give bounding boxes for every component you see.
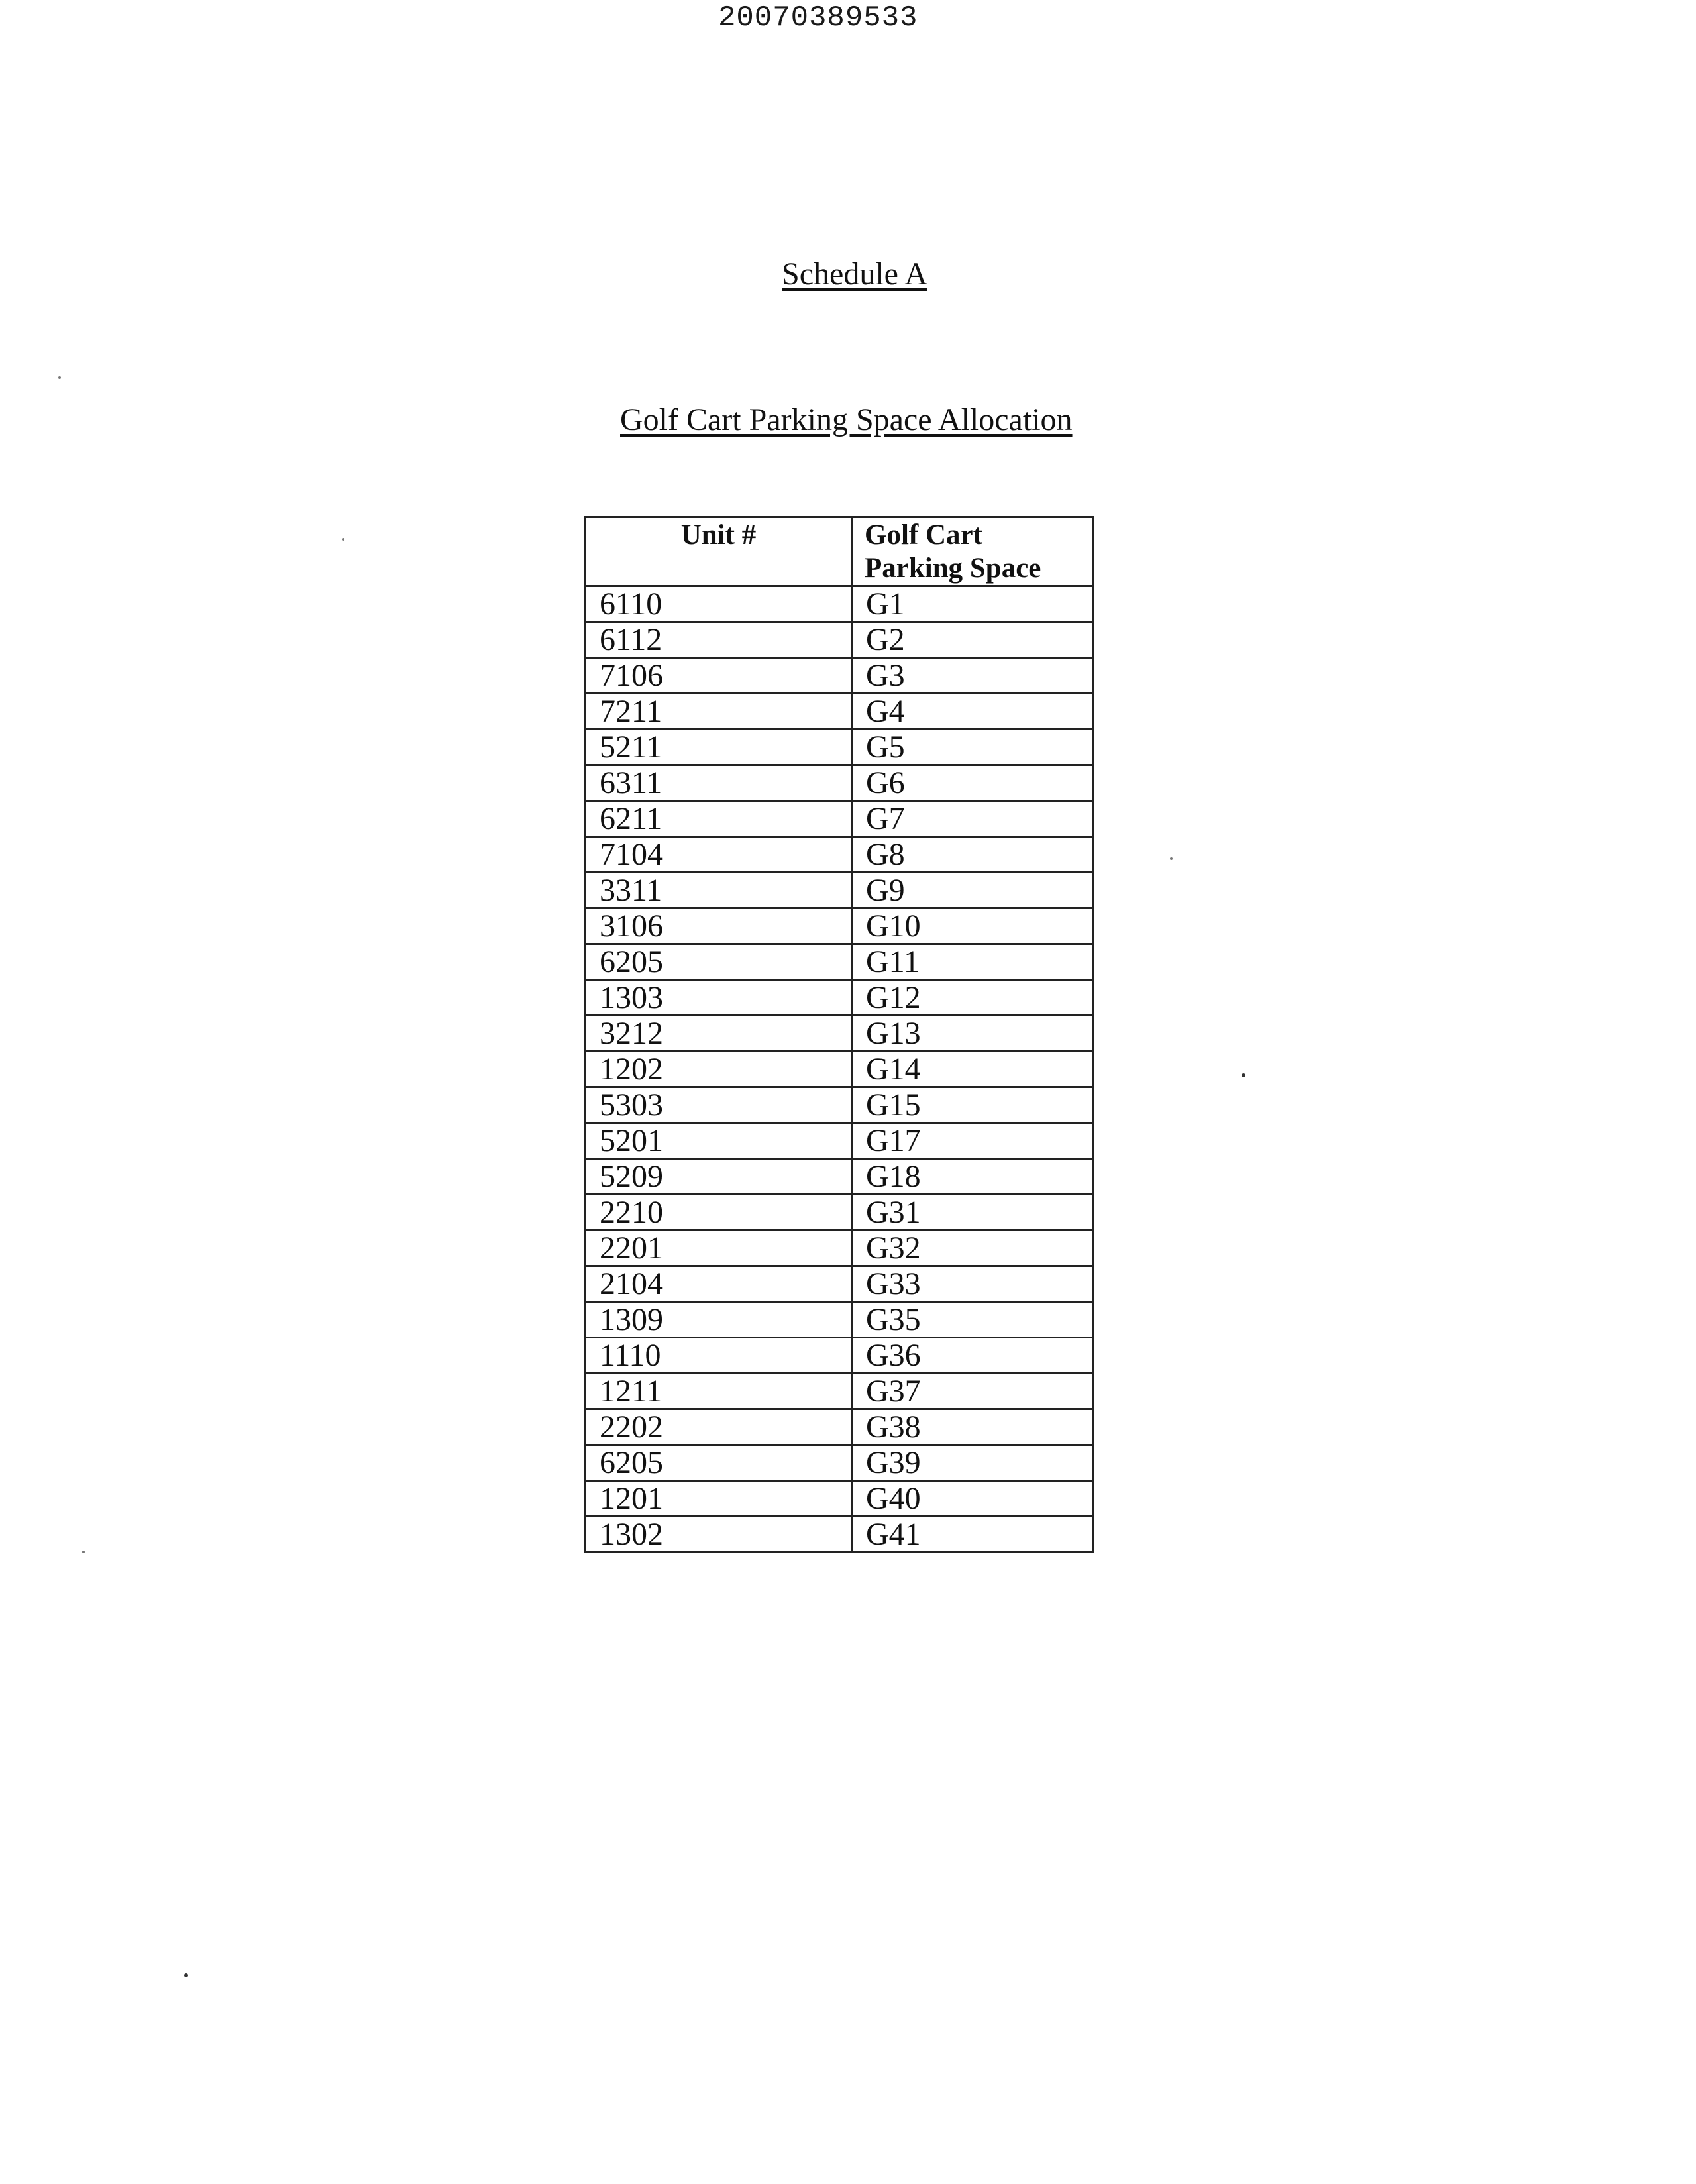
table-title: Golf Cart Parking Space Allocation: [620, 402, 1073, 437]
parking-allocation-table: [584, 516, 1094, 1553]
table-row: [586, 1123, 1093, 1159]
table-row: [586, 765, 1093, 801]
table-row: [586, 658, 1093, 694]
unit-number-cell: 7106: [586, 658, 852, 694]
table-body: [586, 586, 1093, 1553]
unit-number-cell: 7104: [586, 837, 852, 873]
table-row: [586, 694, 1093, 730]
parking-space-cell: G9: [852, 873, 1093, 908]
parking-space-cell: G32: [852, 1230, 1093, 1266]
parking-space-cell: G39: [852, 1445, 1093, 1481]
parking-space-cell: G6: [852, 765, 1093, 801]
scan-speck: [342, 538, 344, 541]
parking-space-cell: G33: [852, 1266, 1093, 1302]
table-row: [586, 837, 1093, 873]
table-row: [586, 908, 1093, 944]
table-row: [586, 1266, 1093, 1302]
schedule-title: Schedule A: [782, 256, 928, 292]
scan-speck: [82, 1551, 85, 1553]
unit-number-cell: 3212: [586, 1016, 852, 1052]
table-row: [586, 1445, 1093, 1481]
unit-number-cell: 3106: [586, 908, 852, 944]
parking-space-cell: G41: [852, 1517, 1093, 1553]
parking-space-cell: G35: [852, 1302, 1093, 1338]
unit-number-cell: 6110: [586, 586, 852, 622]
parking-space-cell: G17: [852, 1123, 1093, 1159]
unit-number-cell: 1211: [586, 1374, 852, 1409]
parking-space-cell: G13: [852, 1016, 1093, 1052]
table-row: [586, 1159, 1093, 1195]
parking-space-cell: G8: [852, 837, 1093, 873]
table-row: [586, 730, 1093, 765]
table-row: [586, 622, 1093, 658]
unit-number-cell: 6112: [586, 622, 852, 658]
unit-number-cell: 2201: [586, 1230, 852, 1266]
parking-space-cell: G18: [852, 1159, 1093, 1195]
parking-space-cell: G7: [852, 801, 1093, 837]
table-row: [586, 1195, 1093, 1230]
parking-space-cell: G14: [852, 1052, 1093, 1087]
table-row: [586, 1338, 1093, 1374]
table-row: [586, 944, 1093, 980]
unit-number-cell: 1202: [586, 1052, 852, 1087]
scan-speck: [1242, 1073, 1246, 1077]
unit-number-cell: 2202: [586, 1409, 852, 1445]
unit-number-cell: 1302: [586, 1517, 852, 1553]
unit-number-cell: 5201: [586, 1123, 852, 1159]
parking-space-cell: G40: [852, 1481, 1093, 1517]
table-row: [586, 873, 1093, 908]
parking-space-cell: G31: [852, 1195, 1093, 1230]
unit-number-cell: 5303: [586, 1087, 852, 1123]
unit-number-cell: 5211: [586, 730, 852, 765]
column-header-unit: Unit #: [586, 517, 852, 586]
unit-number-cell: 3311: [586, 873, 852, 908]
unit-number-cell: 5209: [586, 1159, 852, 1195]
parking-space-cell: G37: [852, 1374, 1093, 1409]
parking-space-cell: G15: [852, 1087, 1093, 1123]
parking-space-cell: G3: [852, 658, 1093, 694]
table-row: [586, 1409, 1093, 1445]
table-row: [586, 1230, 1093, 1266]
scan-speck: [1170, 857, 1173, 860]
unit-number-cell: 2210: [586, 1195, 852, 1230]
unit-number-cell: 1303: [586, 980, 852, 1016]
parking-space-cell: G1: [852, 586, 1093, 622]
parking-space-cell: G2: [852, 622, 1093, 658]
unit-number-cell: 1309: [586, 1302, 852, 1338]
parking-space-cell: G10: [852, 908, 1093, 944]
table-row: [586, 586, 1093, 622]
scan-speck: [58, 376, 61, 379]
document-number: 20070389533: [718, 1, 918, 34]
unit-number-cell: 7211: [586, 694, 852, 730]
unit-number-cell: 6205: [586, 944, 852, 980]
unit-number-cell: 6205: [586, 1445, 852, 1481]
parking-space-cell: G38: [852, 1409, 1093, 1445]
parking-space-cell: G5: [852, 730, 1093, 765]
unit-number-cell: 6211: [586, 801, 852, 837]
table-row: [586, 1517, 1093, 1553]
parking-space-cell: G4: [852, 694, 1093, 730]
parking-space-cell: G36: [852, 1338, 1093, 1374]
parking-space-cell: G12: [852, 980, 1093, 1016]
table-row: [586, 1302, 1093, 1338]
table-row: [586, 801, 1093, 837]
column-header-parking-space: Golf Cart Parking Space: [852, 517, 1093, 586]
table-row: [586, 1374, 1093, 1409]
parking-space-cell: G11: [852, 944, 1093, 980]
table-row: [586, 1087, 1093, 1123]
unit-number-cell: 2104: [586, 1266, 852, 1302]
unit-number-cell: 1201: [586, 1481, 852, 1517]
unit-number-cell: 6311: [586, 765, 852, 801]
table-row: [586, 1481, 1093, 1517]
table-header-row: [586, 517, 1093, 586]
table-row: [586, 1016, 1093, 1052]
unit-number-cell: 1110: [586, 1338, 852, 1374]
table-row: [586, 980, 1093, 1016]
scan-speck: [184, 1973, 188, 1977]
table-row: [586, 1052, 1093, 1087]
